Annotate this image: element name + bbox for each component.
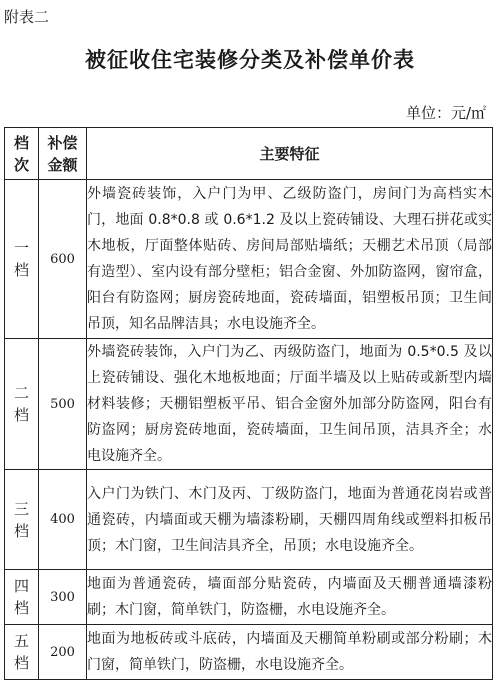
table-row	[5, 339, 493, 470]
page-title: 被征收住宅装修分类及补偿单价表	[85, 48, 415, 72]
header-features: 主要特征	[87, 128, 493, 180]
header-price-line-1: 补偿	[47, 133, 78, 152]
price-cell: 600	[39, 180, 87, 339]
grade-line-2: 档	[13, 654, 29, 672]
grade-line-1: 三	[13, 499, 29, 518]
features-cell: 入户门为铁门、木门及丙、丁级防盗门，地面为普通花岗岩或普通瓷砖，内墙面或天棚为墙漆粉刷，天棚四周角线或塑料扣板吊顶；木门窗，卫生间洁具齐全，吊顶；水电设施齐全。	[87, 470, 493, 570]
grade-cell	[5, 570, 39, 625]
grade-line-1: 一	[13, 239, 29, 257]
grade-line-1: 五	[13, 632, 29, 650]
table-row	[5, 470, 493, 570]
grade-cell	[5, 339, 39, 470]
features-cell: 外墙瓷砖装饰，入户门为甲、乙级防盗门，房间门为高档实木门，地面 0.8*0.8 或 0.6*1.2 及以上瓷砖铺设、大理石拼花或实木地板，厅面整体贴砖、房间局部贴墙纸；天棚艺术吊顶（局部有造型）、室内设有部分壁柜；铝合金窗、外加防盗网，窗帘盒，阳台有防盗网；厨房瓷砖地面，瓷砖墙面，铝塑板吊顶；卫生间吊顶，知名品牌洁具；水电设施齐全。	[87, 180, 493, 339]
unit-label: 单位：元/㎡	[405, 104, 486, 122]
table-row	[5, 625, 493, 680]
header-price	[39, 128, 87, 180]
header-grade	[5, 128, 39, 180]
table-row	[5, 570, 493, 625]
price-cell: 400	[39, 470, 87, 570]
features-cell: 地面为普通瓷砖，墙面部分贴瓷砖，内墙面及天棚普通墙漆粉刷；木门窗，简单铁门，防盗栅，水电设施齐全。	[87, 570, 493, 625]
table-row	[5, 180, 493, 339]
attachment-label: 附表二	[4, 8, 50, 26]
grade-line-2: 档	[13, 406, 29, 424]
compensation-table	[4, 127, 493, 680]
grade-line-2: 档	[13, 599, 29, 617]
features-cell: 外墙瓷砖装饰，入户门为乙、丙级防盗门，地面为 0.5*0.5 及以上瓷砖铺设、强化木地板地面；厅面半墙及以上贴砖或新型内墙材料装修；天棚铝塑板平吊、铝合金窗外加部分防盗网，阳台有防盗网；厨房瓷砖地面，瓷砖墙面，卫生间吊顶，洁具齐全；水电设施齐全。	[87, 339, 493, 470]
grade-line-1: 四	[13, 577, 29, 595]
header-grade-line-2: 次	[13, 155, 29, 174]
price-cell: 500	[39, 339, 87, 470]
header-price-line-2: 金额	[47, 155, 78, 174]
price-cell: 300	[39, 570, 87, 625]
header-grade-line-1: 档	[13, 133, 29, 152]
features-cell: 地面为地板砖或斗底砖，内墙面及天棚简单粉刷或部分粉刷；木门窗，简单铁门，防盗栅，水电设施齐全。	[87, 625, 493, 680]
grade-cell	[5, 180, 39, 339]
grade-line-2: 档	[13, 261, 29, 279]
grade-cell	[5, 625, 39, 680]
price-cell: 200	[39, 625, 87, 680]
grade-line-1: 二	[13, 384, 29, 402]
table-header-row	[5, 128, 493, 180]
grade-line-2: 档	[13, 521, 29, 540]
grade-cell	[5, 470, 39, 570]
